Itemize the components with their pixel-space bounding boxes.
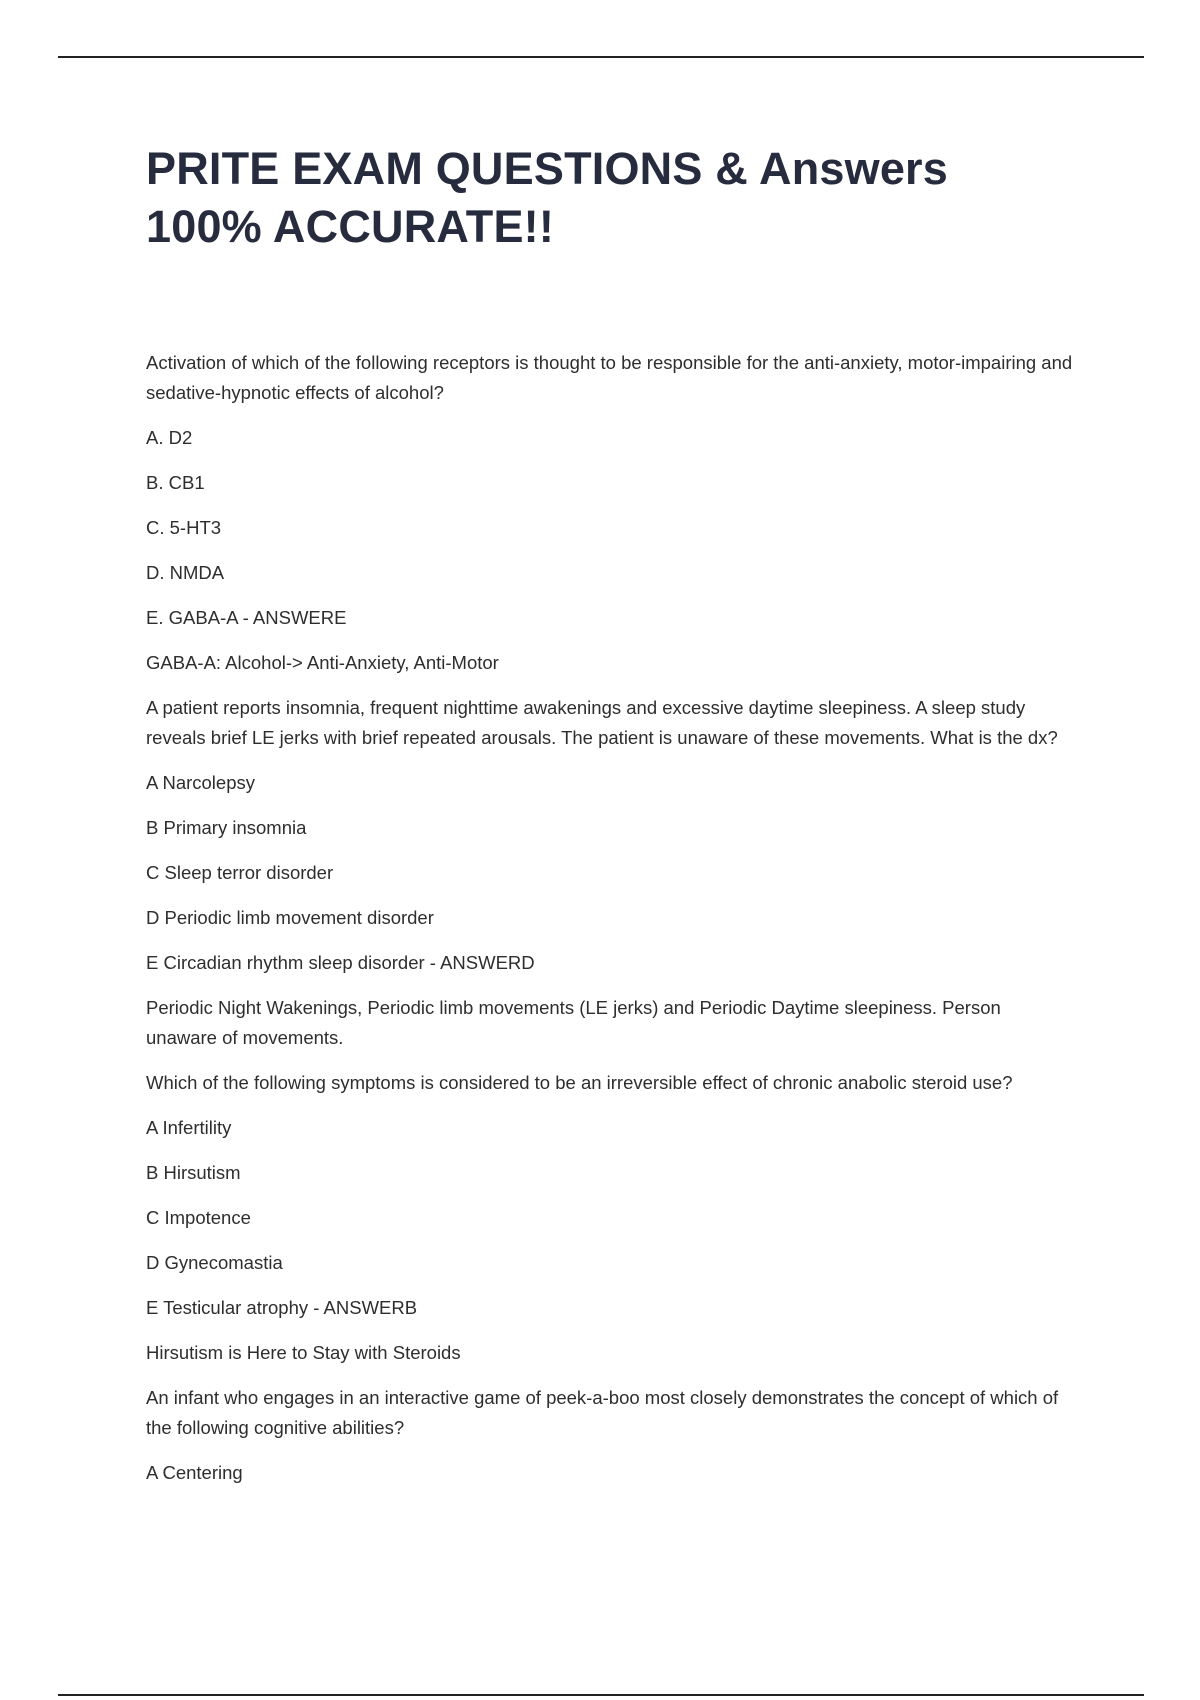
document-title (146, 140, 1076, 256)
answer-option: C Sleep terror disorder (146, 862, 334, 883)
title-line-1: PRITE EXAM QUESTIONS & Answers (146, 143, 948, 194)
answer-option: C. 5-HT3 (146, 517, 222, 538)
answer-option: A Centering (146, 1462, 243, 1483)
answer-option: D. NMDA (146, 562, 225, 583)
answer-option: E Circadian rhythm sleep disorder - ANSWERD (146, 952, 535, 973)
bottom-rule (58, 1694, 1144, 1696)
answer-option: B. CB1 (146, 472, 205, 493)
answer-option: A Infertility (146, 1117, 232, 1138)
explanation-text: GABA-A: Alcohol-> Anti-Anxiety, Anti-Motor (146, 652, 499, 673)
question-text: Which of the following symptoms is considered to be an irreversible effect of chronic anabolic steroid use? (146, 1072, 1013, 1093)
answer-option: C Impotence (146, 1207, 251, 1228)
answer-option: D Periodic limb movement disorder (146, 907, 434, 928)
explanation-text: Hirsutism is Here to Stay with Steroids (146, 1342, 461, 1363)
question-text: An infant who engages in an interactive game of peek-a-boo most closely demonstrates the concept of which of the following cognitive abilities? (146, 1387, 1059, 1438)
answer-option: A Narcolepsy (146, 772, 255, 793)
question-list (146, 348, 1076, 1488)
answer-option: B Primary insomnia (146, 817, 307, 838)
answer-option: E Testicular atrophy - ANSWERB (146, 1297, 418, 1318)
answer-option: A. D2 (146, 427, 193, 448)
answer-option: D Gynecomastia (146, 1252, 283, 1273)
question-text: A patient reports insomnia, frequent nighttime awakenings and excessive daytime sleepiness. A sleep study reveals brief LE jerks with brief repeated arousals. The patient is unaware of these movements. What is the dx? (146, 697, 1058, 748)
document-page (146, 140, 1076, 1503)
answer-option: E. GABA-A - ANSWERE (146, 607, 347, 628)
question-text: Activation of which of the following receptors is thought to be responsible for the anti-anxiety, motor-impairing and sedative-hypnotic effects of alcohol? (146, 352, 1073, 403)
explanation-text: Periodic Night Wakenings, Periodic limb movements (LE jerks) and Periodic Daytime sleepiness. Person unaware of movements. (146, 997, 1001, 1048)
title-line-2: 100% ACCURATE!! (146, 201, 555, 252)
answer-option: B Hirsutism (146, 1162, 241, 1183)
top-rule (58, 56, 1144, 58)
